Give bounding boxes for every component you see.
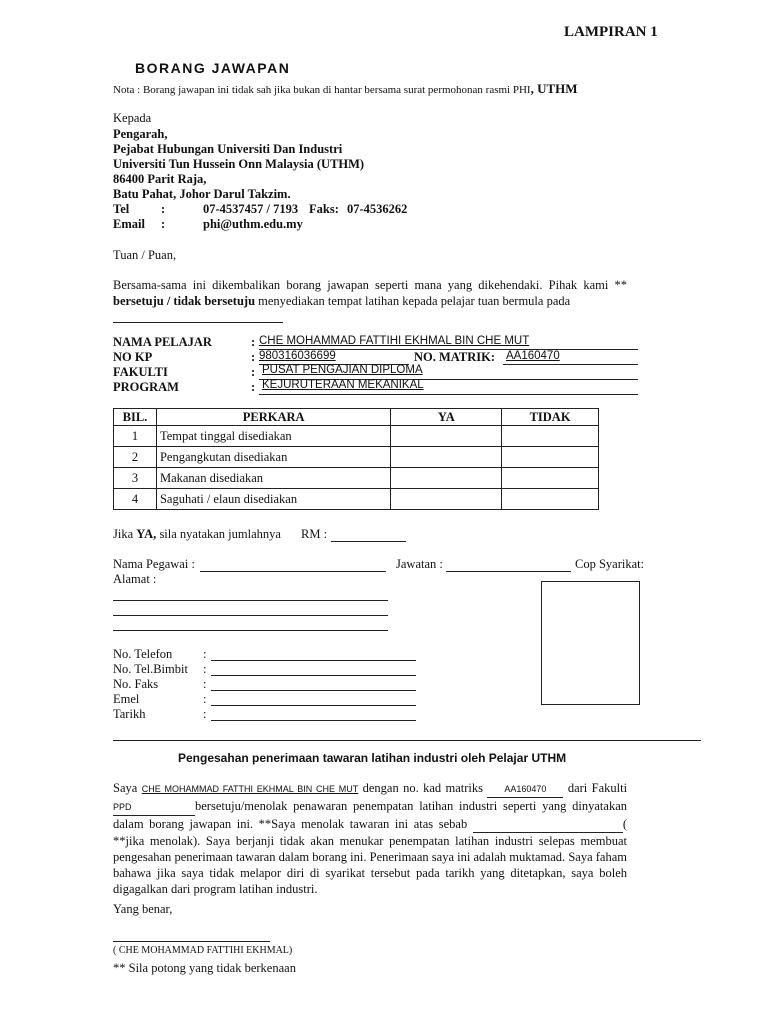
email-value: phi@uthm.edu.my: [203, 217, 303, 231]
row-bil: 3: [114, 468, 157, 489]
alamat-line-2[interactable]: [113, 615, 388, 616]
table-row: [114, 426, 599, 447]
jawatan-label: Jawatan :: [396, 557, 443, 571]
form-title: BORANG JAWAPAN: [135, 60, 291, 76]
no-kp-label: NO KP: [113, 350, 153, 364]
alamat-line-1[interactable]: [113, 600, 388, 601]
table-header-row: [114, 409, 599, 426]
email-label: Email: [113, 217, 145, 231]
perkara-table: [113, 408, 599, 510]
row-perkara: Saguhati / elaun disediakan: [156, 489, 390, 510]
program-label: PROGRAM: [113, 380, 179, 394]
company-stamp-box[interactable]: [541, 581, 640, 705]
matrik-line: [503, 364, 638, 365]
fax-value: 07-4536262: [347, 202, 408, 216]
salutation: Tuan / Puan,: [113, 248, 177, 262]
nama-pegawai-label: Nama Pegawai :: [113, 557, 195, 571]
header-bil: BIL.: [114, 409, 157, 426]
rm-label: RM :: [301, 527, 328, 541]
tel-value: 07-4537457 / 7193: [203, 202, 299, 216]
kepada-label: Kepada: [113, 111, 152, 125]
footnote: ** Sila potong yang tidak berkenaan: [113, 961, 296, 975]
row-bil: 2: [114, 447, 157, 468]
nota: [113, 81, 578, 97]
recipient-line-2: Pejabat Hubungan Universiti Dan Industri: [113, 142, 343, 156]
intro-paragraph: Bersama-sama ini dikembalikan borang jawapan seperti mana yang dikehendaki. Pihak kami ** bersetuju / tidak bersetuju menyediakan tempat latihan kepada pelajar tuan bermula pada: [113, 278, 627, 308]
nota-text: Nota : Borang jawapan ini tidak sah jika bukan di hantar bersama surat permohonan rasmi PHI: [113, 84, 531, 96]
header-perkara: PERKARA: [156, 409, 390, 426]
faks-colon: :: [203, 677, 207, 691]
acceptance-student-name: CHE MOHAMMAD FATTHI EKHMAL BIN CHE MUT: [141, 784, 359, 794]
fakulti-colon: :: [251, 365, 256, 379]
nota-suffix: , UTHM: [530, 81, 578, 96]
start-date-line[interactable]: [113, 322, 283, 323]
program-line: [259, 394, 638, 395]
ya-cell[interactable]: [391, 468, 502, 489]
tel-bimbit-label: No. Tel.Bimbit: [113, 662, 188, 676]
table-row: [114, 447, 599, 468]
email-colon: :: [161, 217, 166, 231]
table-row: [114, 468, 599, 489]
acceptance-matrik: AA160470: [487, 781, 563, 798]
no-matrik-value: AA160470: [506, 350, 560, 362]
fakulti-label: FAKULTI: [113, 365, 168, 379]
alamat-label: Alamat :: [113, 572, 157, 586]
tel-bimbit-line[interactable]: [211, 675, 416, 676]
nama-pegawai-line[interactable]: [200, 571, 386, 572]
acceptance-paragraph: Saya CHE MOHAMMAD FATTHI EKHMAL BIN CHE MUT dengan no. kad matriks AA160470 dari Fakulti PPD bersetuju/menolak penawaran penempatan latihan industri seperti yang dinyatakan dalam borang jawapan ini. **Saya menolak tawaran ini atas sebab ( **jika menolak). Saya berjanji tidak akan menukar penempatan latihan industri selepas membuat pengesahan penerimaan tawaran dalam borang ini. Penerimaan saya ini adalah muktamad. Saya faham bahawa jika saya tidak melapor diri di syarikat tersebut pada tarikh yang ditetapkan, saya boleh digagalkan dari program latihan industri.: [113, 781, 628, 896]
fax-label: Faks:: [309, 202, 339, 216]
tarikh-label: Tarikh: [113, 707, 146, 721]
faks-line[interactable]: [211, 690, 416, 691]
table-row: [114, 489, 599, 510]
cop-syarikat-label: Cop Syarikat:: [575, 557, 645, 571]
nama-pelajar-label: NAMA PELAJAR: [113, 335, 212, 349]
no-kp-value: 980316036699: [259, 350, 336, 362]
fakulti-value: PUSAT PENGAJIAN DIPLOMA: [262, 364, 423, 376]
recipient-line-3: Universiti Tun Hussein Onn Malaysia (UTHM): [113, 157, 365, 171]
recipient-line-4: 86400 Parit Raja,: [113, 172, 207, 186]
jika-ya-text: Jika YA, sila nyatakan jumlahnya: [113, 527, 281, 541]
closing: Yang benar,: [113, 902, 173, 916]
acceptance-fakulti: PPD: [113, 799, 195, 816]
tel-colon: :: [161, 202, 166, 216]
tidak-cell[interactable]: [502, 489, 599, 510]
tarikh-line[interactable]: [211, 720, 416, 721]
header-ya: YA: [391, 409, 502, 426]
no-matrik-label: NO. MATRIK:: [414, 350, 496, 364]
tidak-cell[interactable]: [502, 468, 599, 489]
emel-line[interactable]: [211, 705, 416, 706]
telefon-colon: :: [203, 647, 207, 661]
row-perkara: Makanan disediakan: [156, 468, 390, 489]
tel-bimbit-colon: :: [203, 662, 207, 676]
tel-label: Tel: [113, 202, 130, 216]
program-colon: :: [251, 380, 256, 394]
row-bil: 4: [114, 489, 157, 510]
emel-label: Emel: [113, 692, 140, 706]
ya-cell[interactable]: [391, 489, 502, 510]
reason-line[interactable]: [473, 816, 623, 833]
row-perkara: Tempat tinggal disediakan: [156, 426, 390, 447]
tidak-cell[interactable]: [502, 426, 599, 447]
jawatan-line[interactable]: [446, 571, 571, 572]
nama-pelajar-value: CHE MOHAMMAD FATTIHI EKHMAL BIN CHE MUT: [259, 335, 530, 347]
ya-cell[interactable]: [391, 426, 502, 447]
cut-line-divider: [113, 740, 701, 741]
row-bil: 1: [114, 426, 157, 447]
recipient-line-1: Pengarah,: [113, 127, 168, 141]
recipient-line-5: Batu Pahat, Johor Darul Takzim.: [113, 187, 291, 201]
header-tidak: TIDAK: [502, 409, 599, 426]
acceptance-title: Pengesahan penerimaan tawaran latihan industri oleh Pelajar UTHM: [178, 751, 567, 765]
telefon-label: No. Telefon: [113, 647, 173, 661]
kp-colon: :: [251, 350, 256, 364]
telefon-line[interactable]: [211, 660, 416, 661]
faks-label: No. Faks: [113, 677, 159, 691]
ya-cell[interactable]: [391, 447, 502, 468]
tarikh-colon: :: [203, 707, 207, 721]
program-value: KEJURUTERAAN MEKANIKAL: [262, 379, 424, 391]
signature-line[interactable]: [113, 941, 270, 942]
row-perkara: Pengangkutan disediakan: [156, 447, 390, 468]
alamat-line-3[interactable]: [113, 630, 388, 631]
rm-line[interactable]: [331, 541, 406, 542]
nama-colon: :: [251, 335, 256, 349]
tidak-cell[interactable]: [502, 447, 599, 468]
signature-name: ( CHE MOHAMMAD FATTIHI EKHMAL): [113, 945, 293, 956]
lampiran-label: LAMPIRAN 1: [564, 24, 658, 40]
emel-colon: :: [203, 692, 207, 706]
